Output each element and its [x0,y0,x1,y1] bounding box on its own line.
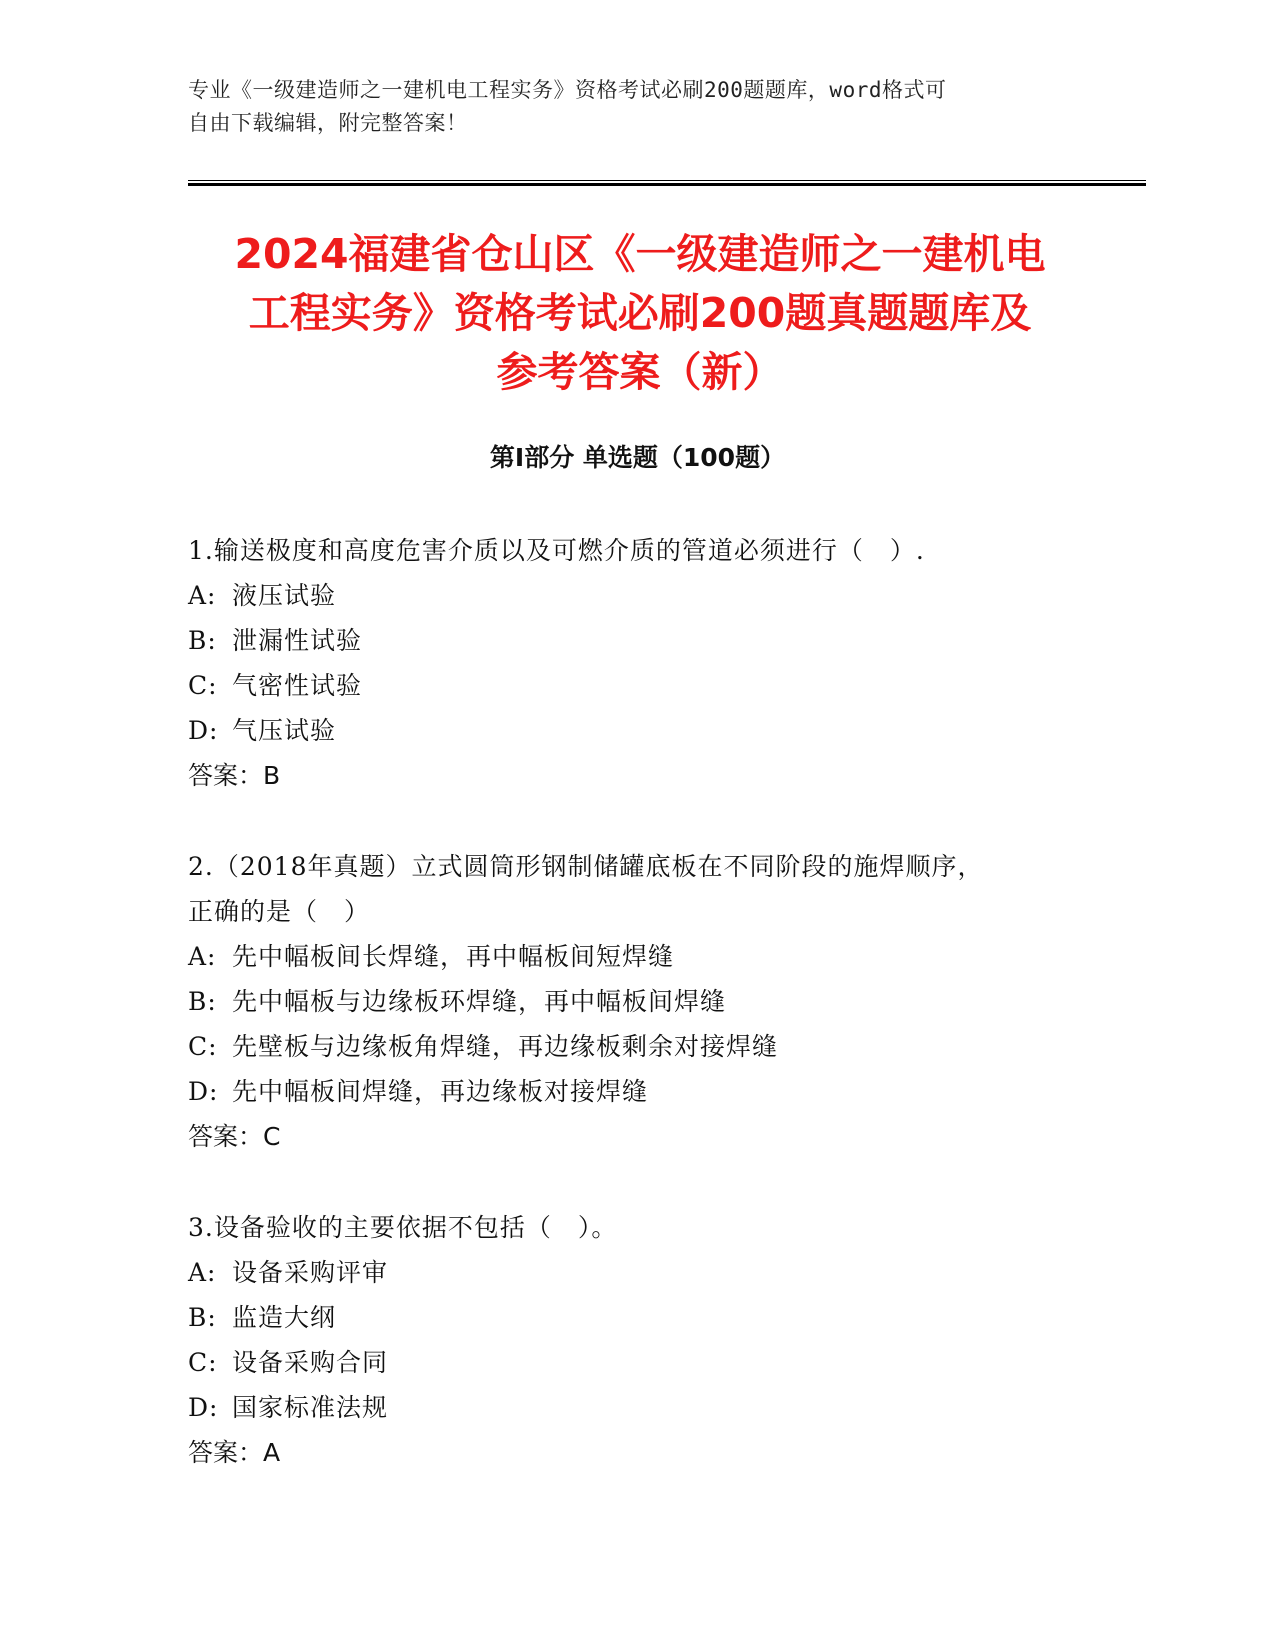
option-key: D: [188,1393,219,1422]
option-row [188,708,1088,753]
option-key: A: [188,942,217,971]
option-key: B: [188,626,217,655]
question-block [188,528,1088,798]
option-key: B: [188,1303,217,1332]
option-text: 设备采购合同 [232,1348,389,1377]
option-text: 气压试验 [232,716,337,745]
answer-line: 答案：C [188,1122,281,1151]
option-text: 先中幅板间焊缝，再边缘板对接焊缝 [232,1077,649,1106]
question-list [188,528,1088,1521]
option-key: D: [188,1077,219,1106]
option-text: 国家标准法规 [232,1393,389,1422]
question-stem: 3.设备验收的主要依据不包括（ ）。 [188,1213,618,1242]
header-divider [188,180,1146,181]
option-text: 气密性试验 [232,671,363,700]
option-text: 液压试验 [232,581,337,610]
title-line: 工程实务》资格考试必刷200题真题题库及 [248,289,1032,337]
option-text: 先中幅板与边缘板环焊缝，再中幅板间焊缝 [232,987,727,1016]
document-title [140,225,1140,402]
option-row [188,1385,1088,1430]
option-key: C: [188,671,218,700]
option-row [188,618,1088,663]
question-stem: 2.（2018年真题）立式圆筒形钢制储罐底板在不同阶段的施焊顺序， [188,852,984,881]
option-key: A: [188,1258,217,1287]
option-key: A: [188,581,217,610]
option-text: 泄漏性试验 [232,626,363,655]
option-row [188,1340,1088,1385]
option-row [188,1295,1088,1340]
option-row [188,934,1088,979]
option-row [188,1069,1088,1114]
option-text: 监造大纲 [232,1303,337,1332]
option-text: 设备采购评审 [232,1258,389,1287]
header-note [188,74,1068,140]
option-key: C: [188,1032,218,1061]
question-stem: 正确的是（ ） [188,897,371,926]
option-row [188,573,1088,618]
option-key: B: [188,987,217,1016]
option-text: 先壁板与边缘板角焊缝，再边缘板剩余对接焊缝 [232,1032,779,1061]
option-text: 先中幅板间长焊缝，再中幅板间短焊缝 [232,942,675,971]
option-row [188,1024,1088,1069]
option-key: D: [188,716,219,745]
header-divider-thick [188,183,1146,186]
option-key: C: [188,1348,218,1377]
section-title: 第Ⅰ部分 单选题（100题） [489,443,786,472]
title-line: 2024福建省仓山区《一级建造师之一建机电 [234,230,1046,278]
question-stem: 1.输送极度和高度危害介质以及可燃介质的管道必须进行（ ）. [188,536,925,565]
title-line: 参考答案（新） [496,348,784,396]
header-note-line: 专业《一级建造师之一建机电工程实务》资格考试必刷200题题库，word格式可 [188,78,947,102]
question-block [188,844,1088,1159]
header-note-line: 自由下载编辑，附完整答案！ [188,111,468,135]
answer-line: 答案：B [188,761,281,790]
option-row [188,1250,1088,1295]
option-row [188,979,1088,1024]
question-block [188,1205,1088,1475]
answer-line: 答案：A [188,1438,281,1467]
option-row [188,663,1088,708]
